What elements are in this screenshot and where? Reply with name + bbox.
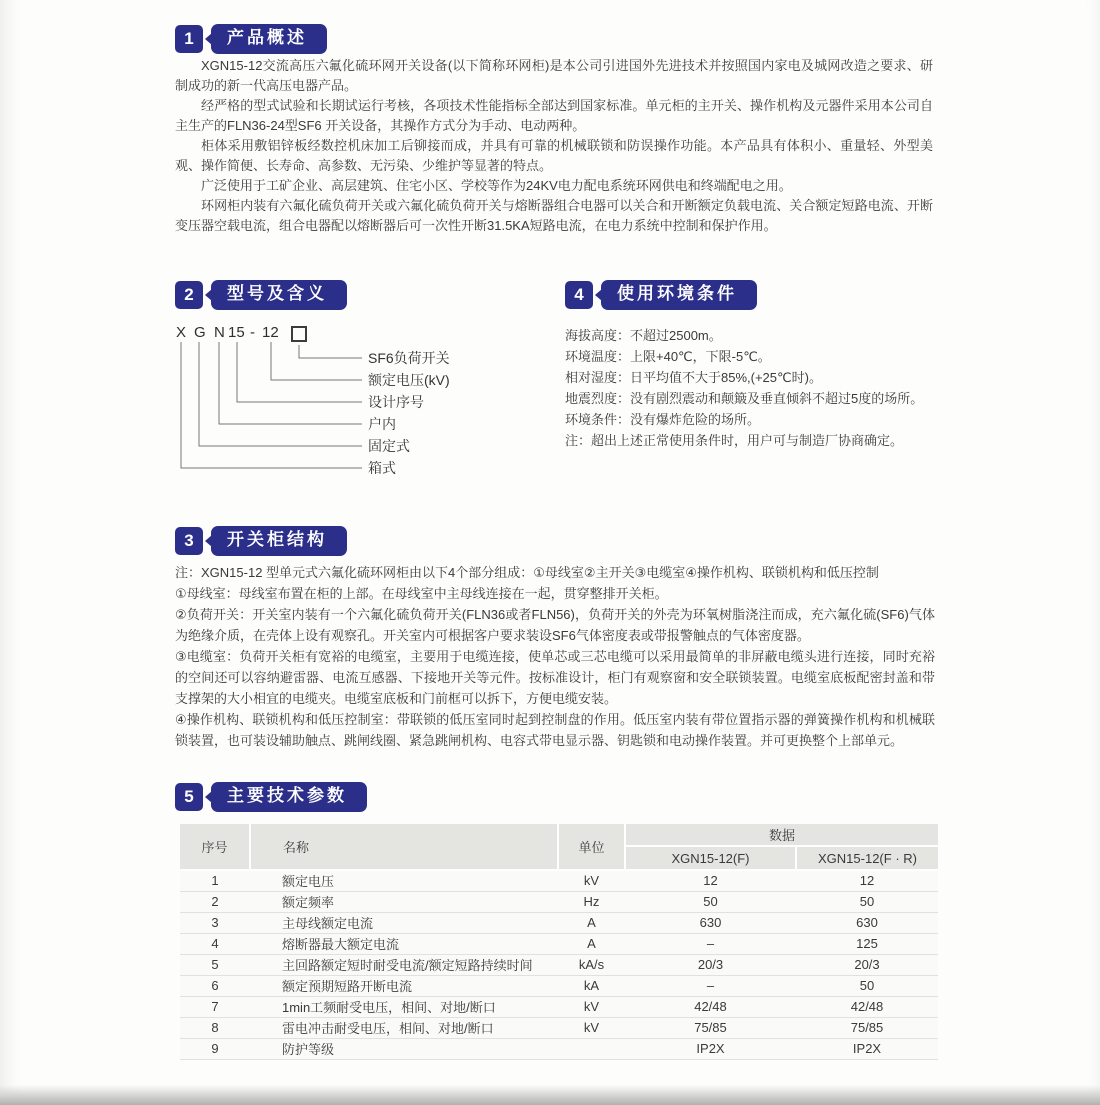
section-title-pill — [211, 782, 367, 812]
cell-f: 12 — [625, 870, 796, 891]
cell-name: 额定频率 — [250, 891, 558, 912]
env-item: 海拔高度：不超过2500m。 — [565, 328, 722, 343]
section-header-model — [175, 280, 347, 310]
cell-no: 7 — [180, 996, 250, 1017]
cell-name: 主母线额定电流 — [250, 912, 558, 933]
col-header-model-f: XGN15-12(F) — [625, 846, 796, 870]
model-char: G — [194, 324, 206, 341]
cell-name: 主回路额定短时耐受电流/额定短路持续时间 — [250, 954, 558, 975]
cell-unit: kA — [558, 975, 625, 996]
section-title: 使用环境条件 — [617, 284, 737, 303]
model-char: N — [214, 324, 225, 341]
paragraph: ①母线室：母线室布置在柜的上部。在母线室中主母线连接在一起，贯穿整排开关柜。 — [175, 586, 668, 601]
paragraph: 环网柜内装有六氟化硫负荷开关或六氟化硫负荷开关与熔断器组合电器可以关合和开断额定负载电流、关合额定短路电流、开断变压器空载电流，组合电器配以熔断器后可一次性开断31.5KA短路电流，在电力系统中控制和保护作用。 — [175, 198, 933, 233]
section-number-badge: 3 — [175, 527, 203, 555]
paragraph: 注：XGN15-12 型单元式六氟化硫环网柜由以下4个部分组成：①母线室②主开关③电缆室④操作机构、联锁机构和低压控制 — [175, 565, 879, 580]
cell-fr: 12 — [796, 870, 938, 891]
cell-fr: 50 — [796, 891, 938, 912]
cell-unit: kV — [558, 996, 625, 1017]
cell-f: IP2X — [625, 1038, 796, 1059]
cell-unit: A — [558, 912, 625, 933]
table-row — [180, 954, 938, 975]
cell-name: 防护等级 — [250, 1038, 558, 1059]
col-header-name: 名称 — [250, 824, 558, 870]
section-header-overview — [175, 24, 327, 54]
cell-f: 75/85 — [625, 1017, 796, 1038]
section-title: 型号及含义 — [227, 284, 327, 303]
model-char: 15 — [228, 324, 245, 341]
table-row — [180, 1017, 938, 1038]
cell-fr: 50 — [796, 975, 938, 996]
cell-no: 4 — [180, 933, 250, 954]
col-header-no: 序号 — [180, 824, 250, 870]
section-header-parameters — [175, 782, 367, 812]
env-item: 相对湿度：日平均值不大于85%,(+25℃时)。 — [565, 370, 822, 385]
model-char: 12 — [262, 324, 279, 341]
cell-f: 630 — [625, 912, 796, 933]
table-row — [180, 1038, 938, 1059]
table-row — [180, 912, 938, 933]
section-number-badge: 4 — [565, 281, 593, 309]
pill-notch-icon — [595, 289, 602, 301]
pill-notch-icon — [205, 791, 212, 803]
page-bottom-scan-edge — [0, 1085, 1100, 1105]
env-item: 地震烈度：没有剧烈震动和颠簸及垂直倾斜不超过5度的场所。 — [565, 391, 924, 406]
cell-fr: 20/3 — [796, 954, 938, 975]
cell-no: 5 — [180, 954, 250, 975]
paragraph: XGN15-12交流高压六氟化硫环网开关设备(以下简称环网柜)是本公司引进国外先进技术并按照国内家电及城网改造之要求、研制成功的新一代高压电器产品。 — [175, 58, 933, 93]
model-label: 箱式 — [368, 460, 396, 476]
cell-fr: 125 — [796, 933, 938, 954]
section-title-pill — [211, 280, 347, 310]
cell-name: 熔断器最大额定电流 — [250, 933, 558, 954]
cell-unit: kV — [558, 1017, 625, 1038]
section-number-badge: 1 — [175, 25, 203, 53]
section-number-badge: 2 — [175, 281, 203, 309]
cell-no: 6 — [180, 975, 250, 996]
table-row — [180, 933, 938, 954]
cell-no: 8 — [180, 1017, 250, 1038]
overview-text — [175, 56, 933, 236]
cell-name: 1min工频耐受电压，相间、对地/断口 — [250, 996, 558, 1017]
section-title-pill — [601, 280, 757, 310]
col-header-unit: 单位 — [558, 824, 625, 870]
model-char: X — [176, 324, 187, 341]
table-row — [180, 996, 938, 1017]
pill-notch-icon — [205, 289, 212, 301]
env-item: 注：超出上述正常使用条件时，用户可与制造厂协商确定。 — [565, 433, 904, 448]
cell-no: 2 — [180, 891, 250, 912]
cell-fr: IP2X — [796, 1038, 938, 1059]
cell-fr: 42/48 — [796, 996, 938, 1017]
section-number-badge: 5 — [175, 783, 203, 811]
env-item: 环境温度：上限+40℃，下限-5℃。 — [565, 349, 771, 364]
cell-f: 50 — [625, 891, 796, 912]
section-title: 产品概述 — [227, 28, 307, 47]
cell-unit — [558, 1038, 625, 1059]
section-title: 主要技术参数 — [227, 786, 347, 805]
section-header-structure — [175, 526, 347, 556]
paragraph: ③电缆室：负荷开关柜有宽裕的电缆室，主要用于电缆连接，使单芯或三芯电缆可以采用最简单的非屏蔽电缆头进行连接，同时充裕的空间还可以容纳避雷器、电流互感器、下接地开关等元件。按标准设计，柜门有观察窗和安全联锁装置。电缆室底板配密封盖和带支撑架的大小相宜的电缆夹。电缆室底板和门前框可以拆下，方便电缆安装。 — [175, 649, 935, 706]
paragraph: ④操作机构、联锁机构和低压控制室：带联锁的低压室同时起到控制盘的作用。低压室内装有带位置指示器的弹簧操作机构和机械联锁装置，也可装设辅助触点、跳闸线圈、紧急跳闸机构、电容式带电显示器、钥匙锁和电动操作装置。并可更换整个上部单元。 — [175, 712, 935, 748]
model-label: SF6负荷开关 — [368, 350, 450, 366]
pill-notch-icon — [205, 33, 212, 45]
paragraph: 柜体采用敷铝锌板经数控机床加工后铆接而成，并具有可靠的机械联锁和防误操作功能。本产品具有体积小、重量轻、外型美观、操作简便、长寿命、高参数、无污染、少维护等显著的特点。 — [175, 138, 933, 173]
cell-unit: Hz — [558, 891, 625, 912]
table-row — [180, 975, 938, 996]
paragraph: 经严格的型式试验和长期试运行考核，各项技术性能指标全部达到国家标准。单元柜的主开关、操作机构及元器件采用本公司自主生产的FLN36-24型SF6 开关设备，其操作方式分为手动、电动两种。 — [175, 98, 933, 133]
cell-unit: kA/s — [558, 954, 625, 975]
paragraph: 广泛使用于工矿企业、高层建筑、住宅小区、学校等作为24KV电力配电系统环网供电和终端配电之用。 — [201, 178, 792, 193]
cell-unit: A — [558, 933, 625, 954]
model-label: 额定电压(kV) — [368, 372, 450, 388]
cell-f: 20/3 — [625, 954, 796, 975]
paragraph: ②负荷开关：开关室内装有一个六氟化硫负荷开关(FLN36或者FLN56)，负荷开关的外壳为环氧树脂浇注而成，充六氟化硫(SF6)气体为绝缘介质，在壳体上设有观察孔。开关室内可根据客户要求装设SF6气体密度表或带报警触点的气体密度器。 — [175, 607, 935, 643]
cell-f: – — [625, 975, 796, 996]
cell-fr: 630 — [796, 912, 938, 933]
section-title-pill — [211, 526, 347, 556]
environment-conditions-list — [565, 325, 965, 451]
model-connector-lines — [175, 318, 485, 488]
pill-notch-icon — [205, 535, 212, 547]
table-row — [180, 891, 938, 912]
col-header-model-fr: XGN15-12(F · R) — [796, 846, 938, 870]
cell-fr: 75/85 — [796, 1017, 938, 1038]
col-header-data-group: 数据 — [625, 824, 938, 846]
parameters-table — [180, 824, 938, 1060]
cell-unit: kV — [558, 870, 625, 891]
model-label: 设计序号 — [368, 394, 424, 410]
section-header-environment — [565, 280, 757, 310]
model-label: 户内 — [368, 416, 396, 432]
cell-name: 额定预期短路开断电流 — [250, 975, 558, 996]
cell-no: 1 — [180, 870, 250, 891]
section-title-pill — [211, 24, 327, 54]
cell-no: 9 — [180, 1038, 250, 1059]
env-item: 环境条件：没有爆炸危险的场所。 — [565, 412, 761, 427]
model-char: - — [250, 324, 255, 341]
section-title: 开关柜结构 — [227, 530, 327, 549]
cell-f: – — [625, 933, 796, 954]
cell-no: 3 — [180, 912, 250, 933]
cell-f: 42/48 — [625, 996, 796, 1017]
model-label: 固定式 — [368, 438, 410, 454]
structure-text — [175, 562, 935, 751]
cell-name: 雷电冲击耐受电压，相间、对地/断口 — [250, 1017, 558, 1038]
table-row — [180, 870, 938, 891]
cell-name: 额定电压 — [250, 870, 558, 891]
